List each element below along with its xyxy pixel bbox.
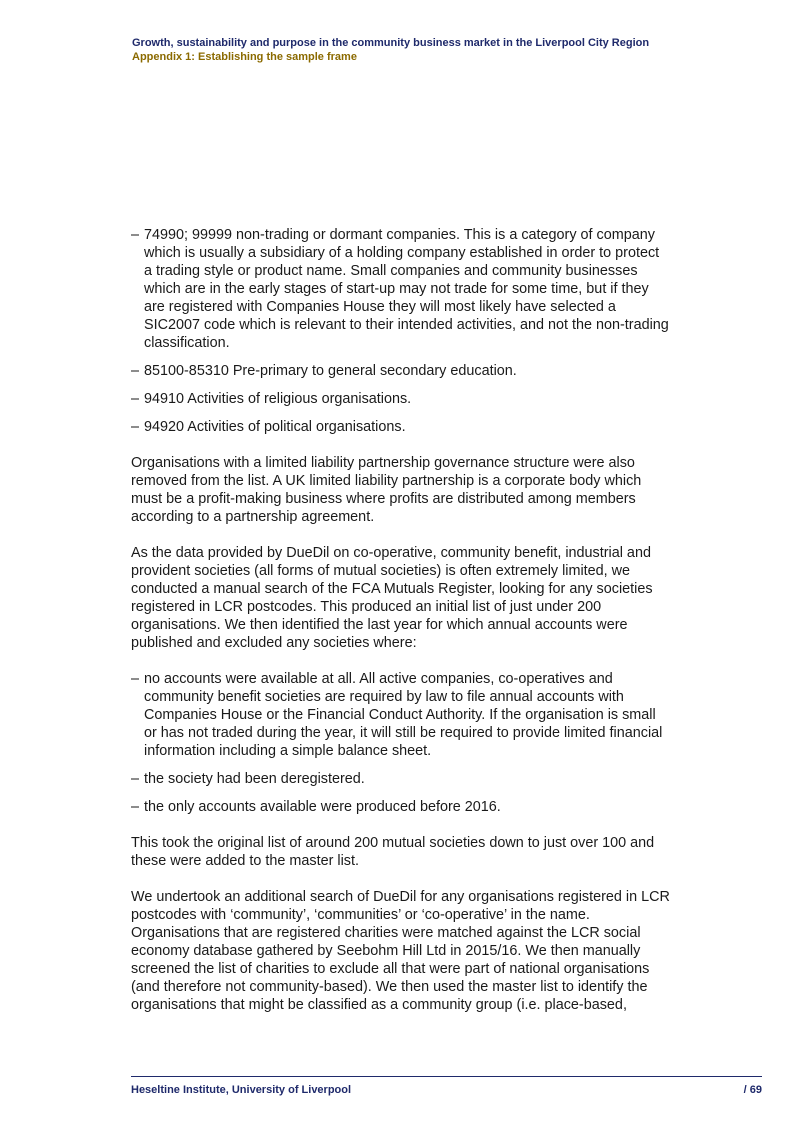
page-number: / 69 (743, 1084, 762, 1096)
page-header (132, 36, 649, 64)
section-subtitle: Appendix 1: Establishing the sample frame (132, 51, 357, 63)
dash-bullet: – (131, 363, 140, 379)
list-item: – the society had been deregistered. (131, 771, 365, 787)
footer-institution: Heseltine Institute, University of Liverpool (131, 1084, 352, 1096)
paragraph-mutuals: As the data provided by DueDil on co-operative, community benefit, industrial and provident societies (all forms of mutual societies) is often extremely limited, we conducted a manual search of the FCA Mutuals Register, looking for any societies registered in LCR postcodes. This produced an initial list of just under 200 organisations. We then identified the last year for which annual accounts were published and excluded any societies where: (131, 545, 653, 651)
page-footer (131, 1076, 762, 1096)
paragraph-summary: This took the original list of around 200 mutual societies down to just over 100 and these were added to the master list. (131, 835, 655, 869)
list-item: – 85100-85310 Pre-primary to general secondary education. (131, 363, 517, 379)
list-item: – 94920 Activities of political organisations. (131, 419, 406, 435)
dash-bullet: – (131, 799, 140, 815)
excluded-codes-list (131, 226, 671, 436)
paragraph-llp: Organisations with a limited liability partnership governance structure were also removed from the list. A UK limited liability partnership is a corporate body which must be a profit-making business where profits are distributed among members according to a partnership agreement. (131, 455, 642, 525)
society-exclusion-list (131, 670, 671, 816)
dash-bullet: – (131, 391, 140, 407)
dash-bullet: – (131, 227, 140, 243)
paragraph-search: We undertook an additional search of DueDil for any organisations registered in LCR postcodes with ‘community’, ‘communities’ or ‘co-operative’ in the name. Organisations that are registered charities were matched against the LCR social economy database gathered by Seebohm Hill Ltd in 2015/16. We then manually screened the list of charities to exclude all that were part of national organisations (and therefore not community-based). We then used the master list to identify the organisations that might be classified as a community group (i.e. place-based, (131, 889, 670, 1013)
list-item: – the only accounts available were produced before 2016. (131, 799, 501, 815)
list-item: – no accounts were available at all. All active companies, co-operatives and community benefit societies are required by law to file annual accounts with Companies House or the Financial Conduct Authority. If the organisation is small or has not traded during the year, it will still be required to provide limited financial information including a simple balance sheet. (131, 671, 663, 759)
list-item: – 74990; 99999 non-trading or dormant companies. This is a category of company which is usually a subsidiary of a holding company established in order to protect a trading style or product name. Small companies and community businesses which are in the early stages of start-up may not trade for some time, but if they are registered with Companies House they will most likely have selected a SIC2007 code which is relevant to their intended activities, and not the non-trading classification. (131, 227, 669, 351)
dash-bullet: – (131, 419, 140, 435)
document-title: Growth, sustainability and purpose in the community business market in the Liverpool City Region (132, 37, 650, 49)
dash-bullet: – (131, 771, 140, 787)
body-text (131, 226, 671, 1032)
list-item: – 94910 Activities of religious organisations. (131, 391, 412, 407)
dash-bullet: – (131, 671, 140, 687)
